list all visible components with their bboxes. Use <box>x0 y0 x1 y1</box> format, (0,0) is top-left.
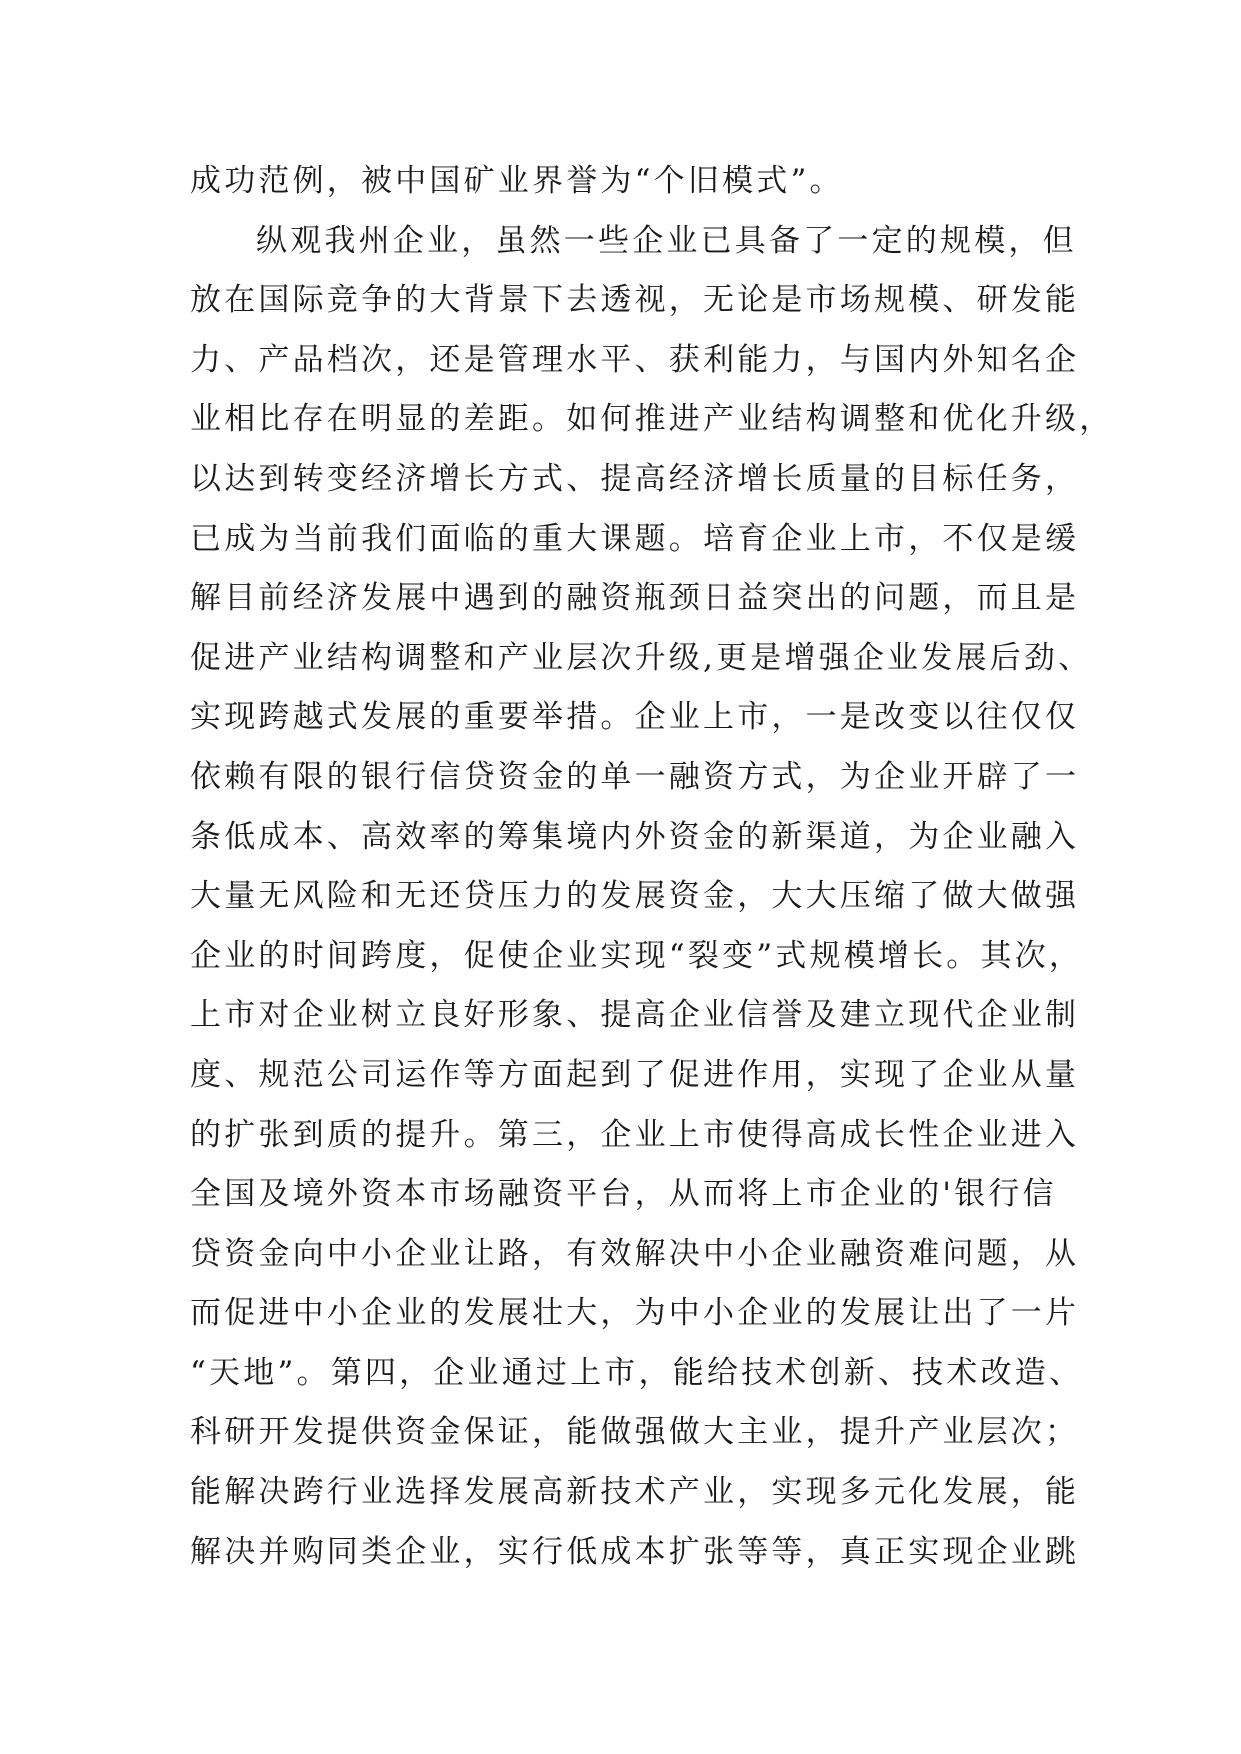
text-line: 成功范例，被中国矿业界誉为“个旧模式”。 <box>190 163 844 199</box>
text-line: 力、产品档次，还是管理水平、获利能力，与国内外知名企 <box>190 341 1080 378</box>
text-line: 的扩张到质的提升。第三，企业上市使得高成长性企业进入 <box>190 1116 1080 1153</box>
text-line: 促进产业结构调整和产业层次升级,更是增强企业发展后劲、 <box>190 639 1093 676</box>
text-line: “天地”。第四，企业通过上市，能给技术创新、技术改造、 <box>190 1354 1084 1391</box>
text-line: 上市对企业树立良好形象、提高企业信誉及建立现代企业制 <box>190 997 1080 1034</box>
text-line: 以达到转变经济增长方式、提高经济增长质量的目标任务， <box>190 460 1080 497</box>
paragraph-first-line: 纵观我州企业，虽然一些企业已具备了一定的规模，但 <box>256 222 1077 259</box>
text-line: 企业的时间跨度，促使企业实现“裂变”式规模增长。其次， <box>190 937 1084 974</box>
text-line: 解决并购同类企业，实行低成本扩张等等，真正实现企业跳 <box>190 1533 1080 1570</box>
text-line: 业相比存在明显的差距。如何推进产业结构调整和优化升级， <box>190 401 1114 438</box>
text-line: 科研开发提供资金保证，能做强做大主业，提升产业层次； <box>190 1414 1080 1451</box>
text-line: 贷资金向中小企业让路，有效解决中小企业融资难问题，从 <box>190 1235 1080 1272</box>
text-line: 实现跨越式发展的重要举措。企业上市，一是改变以往仅仅 <box>190 699 1080 736</box>
text-line: 解目前经济发展中遇到的融资瓶颈日益突出的问题，而且是 <box>190 580 1080 617</box>
text-line: 能解决跨行业选择发展高新技术产业，实现多元化发展，能 <box>190 1474 1080 1511</box>
text-line: 条低成本、高效率的筹集境内外资金的新渠道，为企业融入 <box>190 818 1080 855</box>
text-line: 放在国际竞争的大背景下去透视，无论是市场规模、研发能 <box>190 282 1080 319</box>
text-line: 全国及境外资本市场融资平台，从而将上市企业的'银行信 <box>190 1176 1057 1213</box>
text-line: 大量无风险和无还贷压力的发展资金，大大压缩了做大做强 <box>190 878 1080 915</box>
text-line: 而促进中小企业的发展壮大，为中小企业的发展让出了一片 <box>190 1295 1080 1332</box>
body-text <box>190 152 1114 1582</box>
text-line: 依赖有限的银行信贷资金的单一融资方式，为企业开辟了一 <box>190 758 1080 795</box>
text-line: 已成为当前我们面临的重大课题。培育企业上市，不仅是缓 <box>190 520 1080 557</box>
text-line: 度、规范公司运作等方面起到了促进作用，实现了企业从量 <box>190 1056 1080 1093</box>
